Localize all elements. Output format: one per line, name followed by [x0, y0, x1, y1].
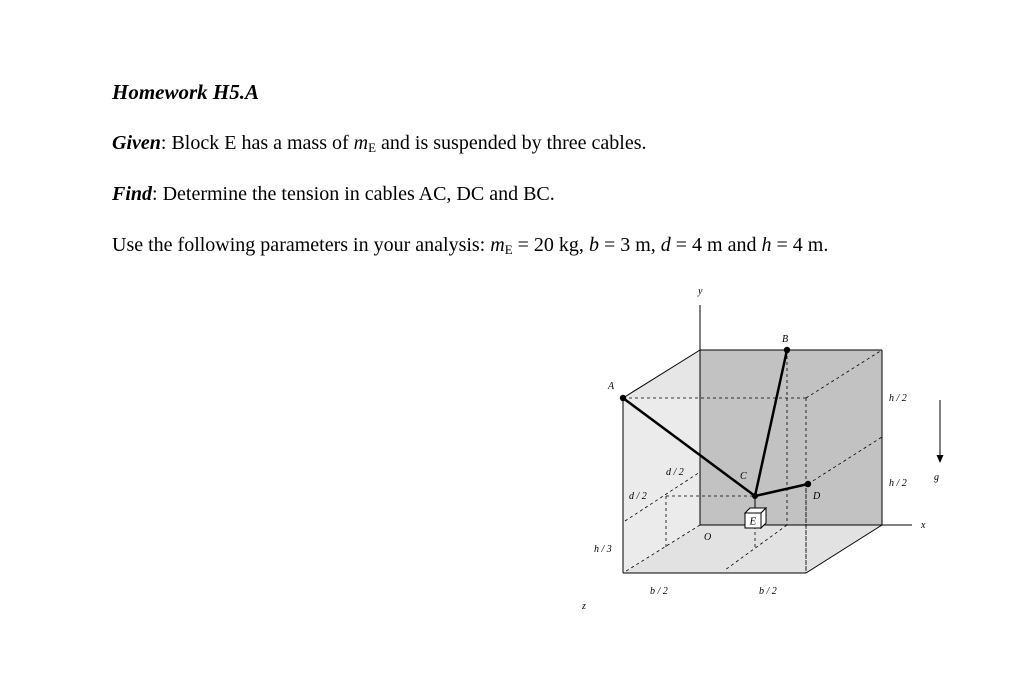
- label-D: D: [813, 491, 821, 502]
- dim-b2-right: b / 2: [759, 586, 777, 597]
- param-mass-subscript: E: [504, 242, 513, 257]
- label-B: B: [782, 334, 789, 345]
- param-h-value: = 4 m.: [771, 234, 829, 256]
- z-axis-label: z: [582, 601, 586, 612]
- param-b-value: = 3 m,: [598, 234, 661, 256]
- given-text-1: : Block E has a mass of: [160, 132, 354, 154]
- gravity-arrow: [937, 400, 944, 463]
- label-A: A: [608, 381, 615, 392]
- back-wall-face: [700, 350, 882, 525]
- find-statement: [112, 181, 555, 207]
- dim-h2-top: h / 2: [889, 393, 907, 404]
- given-mass-subscript: E: [368, 140, 377, 155]
- param-d-symbol: d: [660, 234, 671, 256]
- label-E: E: [749, 515, 757, 528]
- given-text-2: and is suspended by three cables.: [376, 132, 647, 154]
- given-statement: [112, 130, 647, 161]
- dim-d2-left: d / 2: [629, 491, 647, 502]
- origin-label: O: [704, 532, 712, 543]
- y-axis-label: y: [698, 286, 703, 297]
- dim-b2-left: b / 2: [650, 586, 668, 597]
- find-text: : Determine the tension in cables AC, DC and BC.: [152, 183, 555, 205]
- point-A: [620, 395, 626, 401]
- param-d-value: = 4 m and: [670, 234, 762, 256]
- param-h-symbol: h: [761, 234, 772, 256]
- param-mass-symbol: m: [490, 234, 505, 256]
- dim-h3: h / 3: [594, 544, 612, 555]
- params-intro: Use the following parameters in your analysis:: [112, 234, 491, 256]
- given-label: Given: [112, 132, 161, 154]
- cable-system-figure: [560, 280, 960, 620]
- param-mass-value: = 20 kg,: [512, 234, 589, 256]
- find-label: Find: [112, 183, 153, 205]
- point-D: [805, 481, 811, 487]
- given-mass-symbol: m: [353, 132, 369, 154]
- dim-h2-bottom: h / 2: [889, 478, 907, 489]
- gravity-label: g: [934, 472, 939, 483]
- point-B: [784, 347, 790, 353]
- dim-d2-top: d / 2: [666, 467, 684, 478]
- param-b-symbol: b: [588, 234, 599, 256]
- homework-title: Homework H5.A: [112, 80, 260, 104]
- label-C: C: [740, 471, 747, 482]
- x-axis-label: x: [921, 520, 926, 531]
- parameters-statement: [112, 232, 902, 263]
